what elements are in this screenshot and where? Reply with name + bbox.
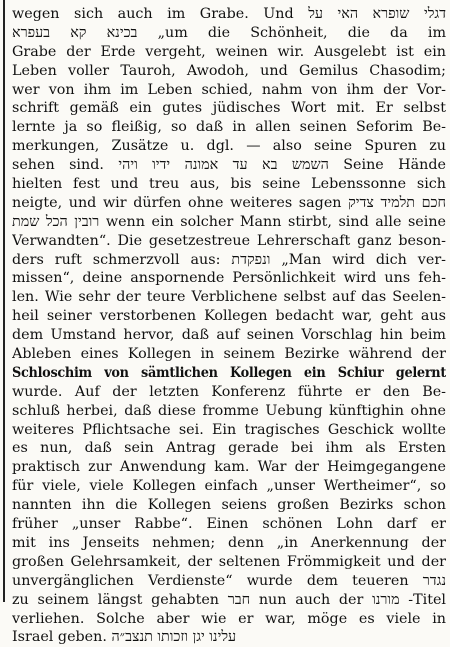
- text-line: Ableben eines Kollegen in seinem Bezirke während der: [12, 346, 446, 363]
- text-line: ders ruft schmerzvoll aus: ונפקדת „Man wird dich ver-: [12, 251, 446, 268]
- text-line: mit ins Jenseits nehmen; denn „in Anerkennung der: [12, 534, 446, 551]
- text-line: missen“, deine anspornende Persönlichkeit wird uns feh-: [12, 270, 446, 287]
- text-line: wer von ihm im Leben schied, nahm von ihm der Vor-: [12, 81, 446, 98]
- text-line: praktisch zur Anwendung kam. War der Heimgegangene: [12, 459, 446, 476]
- text-line: für viele, viele Kollegen einfach „unser Wertheimer“, so: [12, 478, 446, 495]
- column-rule: [3, 0, 5, 602]
- text-line: len. Wie sehr der teure Verblichene selbst auf das Seelen-: [12, 289, 446, 306]
- text-line: Israel geben. עלינו יגן וזכותו תנצב״ה: [12, 629, 237, 646]
- text-line: dem Umstand hervor, daß auf seinen Vorschlag hin beim: [12, 327, 446, 344]
- text-line-blackletter: Schloschim von sämtlichen Kollegen ein Schiur gelernt: [12, 364, 446, 381]
- text-line: es nun, daß sein Antrag gerade bei ihm als Ersten: [12, 440, 446, 457]
- text-line: Verwandten“. Die gesetzestreue Lehrerschaft ganz beson-: [12, 232, 446, 249]
- text-line: großen Gelehrsamkeit, der seltenen Frömmigkeit und der: [12, 553, 446, 570]
- text-line: wegen sich auch im Grabe. Und דגלי שופרא האי על: [12, 6, 446, 22]
- text-line: neigte, und wir dürfen ohne weiteres sagen חכם תלמיד צדיק: [12, 194, 446, 211]
- text-line: nannten ihn die Kollegen seiens großen Bezirks schon: [12, 497, 446, 514]
- text-line: weiteres Pflichtsache sei. Ein tragisches Geschick wollte: [12, 421, 446, 438]
- text-line: Leben voller Tauroh, Awodoh, und Gemilus Chasodim;: [12, 62, 446, 79]
- text-line: unvergänglichen Verdienste“ wurde dem teueren נגדר: [12, 572, 446, 589]
- text-line: sehen sind. השמש בא עד אמונה ידיו ויהי Seine Hände: [12, 157, 446, 174]
- text-line: hielten fest und treu aus, bis seine Lebenssonne sich: [12, 176, 446, 193]
- text-line: heil seiner verstorbenen Kollegen bedacht war, geht aus: [12, 308, 446, 325]
- text-line: zu seinem längst gehabten חבר nun auch der מורנו -Titel: [12, 591, 446, 608]
- text-line: früher „unser Rabbe“. Einen schönen Lohn darf er: [12, 516, 446, 533]
- text-line: lernte ja so fleißig, so daß in allen seinen Seforim Be-: [12, 119, 446, 136]
- text-line: בכינא קא בעפרא „um die Schönheit, die da im: [12, 24, 446, 41]
- text-line: verliehen. Solche aber wie er war, möge es viele in: [12, 610, 446, 627]
- text-line: wurde. Auf der letzten Konferenz führte er den Be-: [12, 383, 446, 400]
- text-line: schrift gemäß ein gutes jüdisches Wort mit. Er selbst: [12, 100, 446, 117]
- text-line: merkungen, Zusätze u. dgl. — also seine Spuren zu: [12, 138, 446, 155]
- text-line: רובין הכל שמת wenn ein solcher Mann stirbt, sind alle seine: [12, 213, 446, 230]
- text-line: schluß herbei, daß diese fromme Uebung künftighin ohne: [12, 402, 446, 419]
- text-line: Grabe der Erde vergeht, weinen wir. Ausgelebt ist ein: [12, 43, 446, 60]
